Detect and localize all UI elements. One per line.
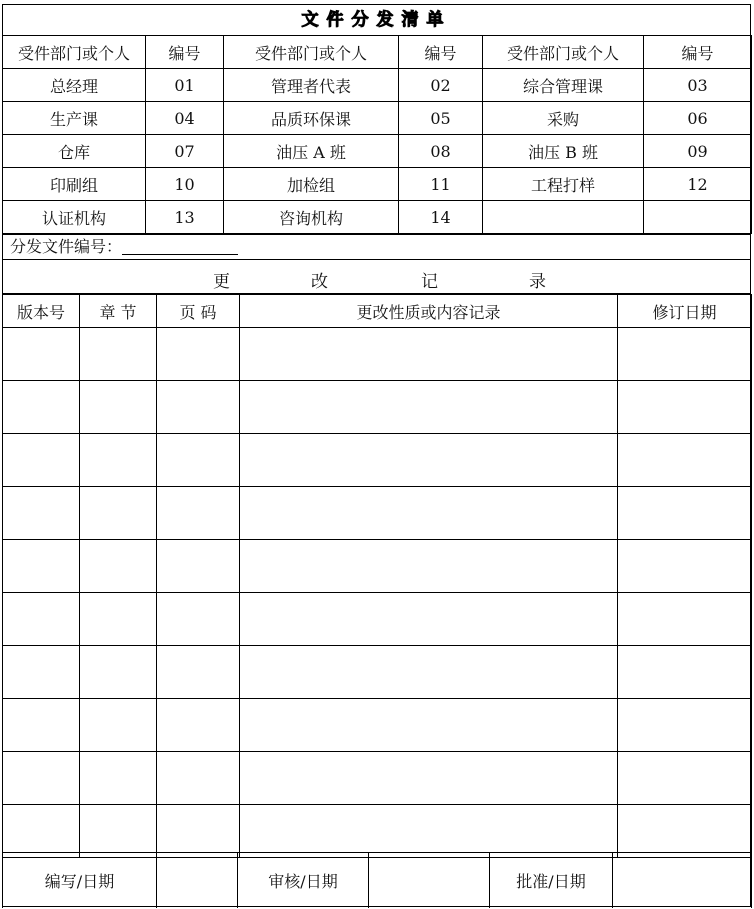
- change-title-char: 记: [421, 272, 438, 292]
- change-cell[interactable]: [618, 540, 752, 593]
- recipient-num: 06: [644, 102, 752, 135]
- recipient-header-row: [3, 36, 752, 69]
- change-cell[interactable]: [618, 805, 752, 858]
- col-revision-date: 修订日期: [618, 295, 752, 328]
- change-cell[interactable]: [3, 646, 80, 699]
- change-row: [3, 328, 752, 381]
- change-cell[interactable]: [618, 699, 752, 752]
- change-cell[interactable]: [3, 593, 80, 646]
- recipient-num: 04: [146, 102, 224, 135]
- change-row: [3, 381, 752, 434]
- recipient-dept: 总经理: [3, 69, 146, 102]
- change-cell[interactable]: [3, 805, 80, 858]
- recipient-row: [3, 102, 752, 135]
- change-cell[interactable]: [240, 805, 618, 858]
- recipient-table-wrap: [3, 35, 750, 234]
- change-cell[interactable]: [240, 699, 618, 752]
- change-cell[interactable]: [157, 381, 240, 434]
- recipient-dept: 咨询机构: [224, 201, 399, 234]
- recipient-num: 11: [399, 168, 483, 201]
- recipient-dept: 采购: [483, 102, 644, 135]
- change-cell[interactable]: [3, 699, 80, 752]
- header-num: 编号: [399, 36, 483, 69]
- change-cell[interactable]: [157, 646, 240, 699]
- change-record-table: [2, 294, 752, 858]
- form-title: 文件分发清单: [3, 5, 750, 36]
- change-title-char: 改: [311, 272, 328, 292]
- recipient-num: 09: [644, 135, 752, 168]
- change-cell[interactable]: [80, 646, 157, 699]
- change-title-char: 录: [529, 272, 546, 292]
- change-cell[interactable]: [240, 593, 618, 646]
- change-row: [3, 540, 752, 593]
- recipient-dept: 仓库: [3, 135, 146, 168]
- recipient-table: [2, 35, 752, 234]
- recipient-num: 08: [399, 135, 483, 168]
- change-cell[interactable]: [3, 328, 80, 381]
- distribution-number-field[interactable]: [122, 238, 238, 255]
- change-header-row: [3, 295, 752, 328]
- recipient-dept: 品质环保课: [224, 102, 399, 135]
- change-record-table-wrap: [3, 294, 750, 858]
- recipient-dept[interactable]: [483, 201, 644, 234]
- signoff-row: [3, 853, 752, 909]
- recipient-num: 10: [146, 168, 224, 201]
- change-cell[interactable]: [3, 540, 80, 593]
- change-cell[interactable]: [240, 646, 618, 699]
- change-cell[interactable]: [157, 487, 240, 540]
- change-cell[interactable]: [618, 487, 752, 540]
- change-cell[interactable]: [80, 434, 157, 487]
- change-cell[interactable]: [80, 381, 157, 434]
- signoff-table-wrap: [3, 852, 750, 908]
- recipient-dept: 印刷组: [3, 168, 146, 201]
- change-cell[interactable]: [240, 540, 618, 593]
- recipient-num: 13: [146, 201, 224, 234]
- distribution-number-label: 分发文件编号：: [10, 237, 123, 256]
- approve-field[interactable]: [613, 853, 752, 909]
- change-cell[interactable]: [157, 434, 240, 487]
- review-label: 审核/日期: [238, 853, 369, 909]
- change-cell[interactable]: [3, 752, 80, 805]
- change-record-title: [3, 260, 750, 294]
- change-cell[interactable]: [157, 752, 240, 805]
- change-row: [3, 752, 752, 805]
- change-cell[interactable]: [157, 540, 240, 593]
- recipient-row: [3, 201, 752, 234]
- change-cell[interactable]: [618, 328, 752, 381]
- change-row: [3, 646, 752, 699]
- recipient-num[interactable]: [644, 201, 752, 234]
- signoff-table: [2, 852, 752, 908]
- recipient-dept: 认证机构: [3, 201, 146, 234]
- recipient-dept: 加检组: [224, 168, 399, 201]
- review-field[interactable]: [369, 853, 490, 909]
- change-cell[interactable]: [80, 540, 157, 593]
- col-chapter: 章 节: [80, 295, 157, 328]
- recipient-dept: 综合管理课: [483, 69, 644, 102]
- change-cell[interactable]: [618, 646, 752, 699]
- change-cell[interactable]: [618, 434, 752, 487]
- change-cell[interactable]: [157, 593, 240, 646]
- change-cell[interactable]: [157, 328, 240, 381]
- change-row: [3, 699, 752, 752]
- recipient-num: 02: [399, 69, 483, 102]
- change-cell[interactable]: [618, 381, 752, 434]
- recipient-dept: 生产课: [3, 102, 146, 135]
- change-cell[interactable]: [618, 593, 752, 646]
- change-row: [3, 805, 752, 858]
- change-cell[interactable]: [3, 487, 80, 540]
- prepare-field[interactable]: [157, 853, 238, 909]
- recipient-dept: 管理者代表: [224, 69, 399, 102]
- change-cell[interactable]: [240, 434, 618, 487]
- change-row: [3, 487, 752, 540]
- distribution-number-row: [3, 234, 750, 260]
- change-row: [3, 434, 752, 487]
- header-num: 编号: [146, 36, 224, 69]
- recipient-row: [3, 69, 752, 102]
- recipient-num: 03: [644, 69, 752, 102]
- change-row: [3, 593, 752, 646]
- recipient-num: 01: [146, 69, 224, 102]
- change-cell[interactable]: [618, 752, 752, 805]
- change-cell[interactable]: [157, 805, 240, 858]
- change-cell[interactable]: [80, 805, 157, 858]
- recipient-dept: 油压 A 班: [224, 135, 399, 168]
- recipient-num: 07: [146, 135, 224, 168]
- change-cell[interactable]: [240, 752, 618, 805]
- recipient-dept: 工程打样: [483, 168, 644, 201]
- change-cell[interactable]: [3, 434, 80, 487]
- header-num: 编号: [644, 36, 752, 69]
- col-version: 版本号: [3, 295, 80, 328]
- change-cell[interactable]: [240, 381, 618, 434]
- recipient-dept: 油压 B 班: [483, 135, 644, 168]
- recipient-num: 14: [399, 201, 483, 234]
- col-change-content: 更改性质或内容记录: [240, 295, 618, 328]
- change-cell[interactable]: [157, 699, 240, 752]
- change-cell[interactable]: [240, 328, 618, 381]
- recipient-num: 05: [399, 102, 483, 135]
- change-title-char: 更: [213, 272, 230, 292]
- distribution-form: [2, 4, 751, 907]
- col-page: 页 码: [157, 295, 240, 328]
- header-dept: 受件部门或个人: [224, 36, 399, 69]
- change-cell[interactable]: [240, 487, 618, 540]
- change-cell[interactable]: [80, 328, 157, 381]
- recipient-row: [3, 135, 752, 168]
- change-cell[interactable]: [3, 381, 80, 434]
- prepare-label: 编写/日期: [3, 853, 157, 909]
- change-cell[interactable]: [80, 699, 157, 752]
- recipient-num: 12: [644, 168, 752, 201]
- recipient-row: [3, 168, 752, 201]
- approve-label: 批准/日期: [490, 853, 613, 909]
- change-cell[interactable]: [80, 752, 157, 805]
- header-dept: 受件部门或个人: [483, 36, 644, 69]
- change-cell[interactable]: [80, 593, 157, 646]
- change-cell[interactable]: [80, 487, 157, 540]
- header-dept: 受件部门或个人: [3, 36, 146, 69]
